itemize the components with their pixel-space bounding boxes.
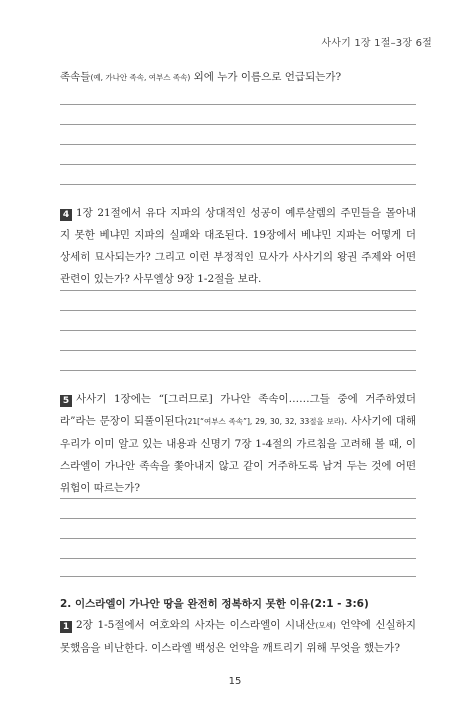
answer-line: [60, 330, 416, 331]
page-number: 15: [228, 676, 242, 687]
question-4: [60, 202, 416, 290]
answer-line: [60, 124, 416, 125]
intro-question-text: 족속들: [60, 71, 91, 83]
answer-line: [60, 310, 416, 311]
answer-line: [60, 144, 416, 145]
answer-line: [60, 498, 416, 499]
answer-line: [60, 184, 416, 185]
question-number-badge: 5: [60, 395, 72, 407]
question-number-badge: 4: [60, 209, 72, 221]
answer-line: [60, 576, 416, 577]
section-question-1-text-end: 언약에 신실하지 못했음을 비난한다. 이스라엘 백성은 언약을 깨트리기 위해 무엇을 했는가?: [60, 619, 416, 654]
intro-question-example: (예, 가나안 족속, 여부스 족속): [90, 73, 191, 82]
intro-question-text-end: 외에 누가 이름으로 언급되는가?: [190, 71, 342, 83]
section-question-1: [60, 614, 416, 659]
running-head: 사사기 1장 1절–3장 6절: [321, 38, 432, 49]
answer-line: [60, 164, 416, 165]
question-number-badge: 1: [60, 621, 72, 633]
answer-line: [60, 370, 416, 371]
answer-line: [60, 558, 416, 559]
answer-line: [60, 350, 416, 351]
answer-line: [60, 518, 416, 519]
intro-question: [60, 66, 416, 89]
answer-line: [60, 538, 416, 539]
answer-line: [60, 104, 416, 105]
answer-line: [60, 290, 416, 291]
question-5: [60, 388, 416, 499]
section-title: 2. 이스라엘이 가나안 땅을 완전히 정복하지 못한 이유(2:1 - 3:6): [60, 598, 369, 610]
section-question-1-note: (모세): [315, 621, 336, 630]
question-4-text: 1장 21절에서 유다 지파의 상대적인 성공이 예루살렘의 주민들을 몰아내지 못한 베냐민 지파의 실패와 대조된다. 19장에서 베냐민 지파는 어떻게 더 상세히 묘사되는가? 그리고 이런 부정적인 묘사가 사사기의 왕권 주제와 어떤 관련이 있는가? 사무엘상 9장 1-2절을 보라.: [60, 207, 416, 285]
question-5-text-end: . 사사기에 대해 우리가 이미 알고 있는 내용과 신명기 7장 1-4절의 가르침을 고려해 볼 때, 이스라엘이 가나안 족속을 쫓아내지 않고 같이 거주하도록 남겨 두는 것에 어떤 위험이 따르는가?: [60, 415, 416, 494]
question-5-text: 사사기 1장에는 “[그러므로] 가나안 족속이……그들 중에 거주하였더라”라는 문장이 되풀이된다: [60, 393, 416, 427]
question-5-reference: (21[“여부스 족속”], 29, 30, 32, 33절을 보라): [184, 417, 345, 426]
section-question-1-text: 2장 1-5절에서 여호와의 사자는 이스라엘이 시내산: [76, 619, 316, 631]
